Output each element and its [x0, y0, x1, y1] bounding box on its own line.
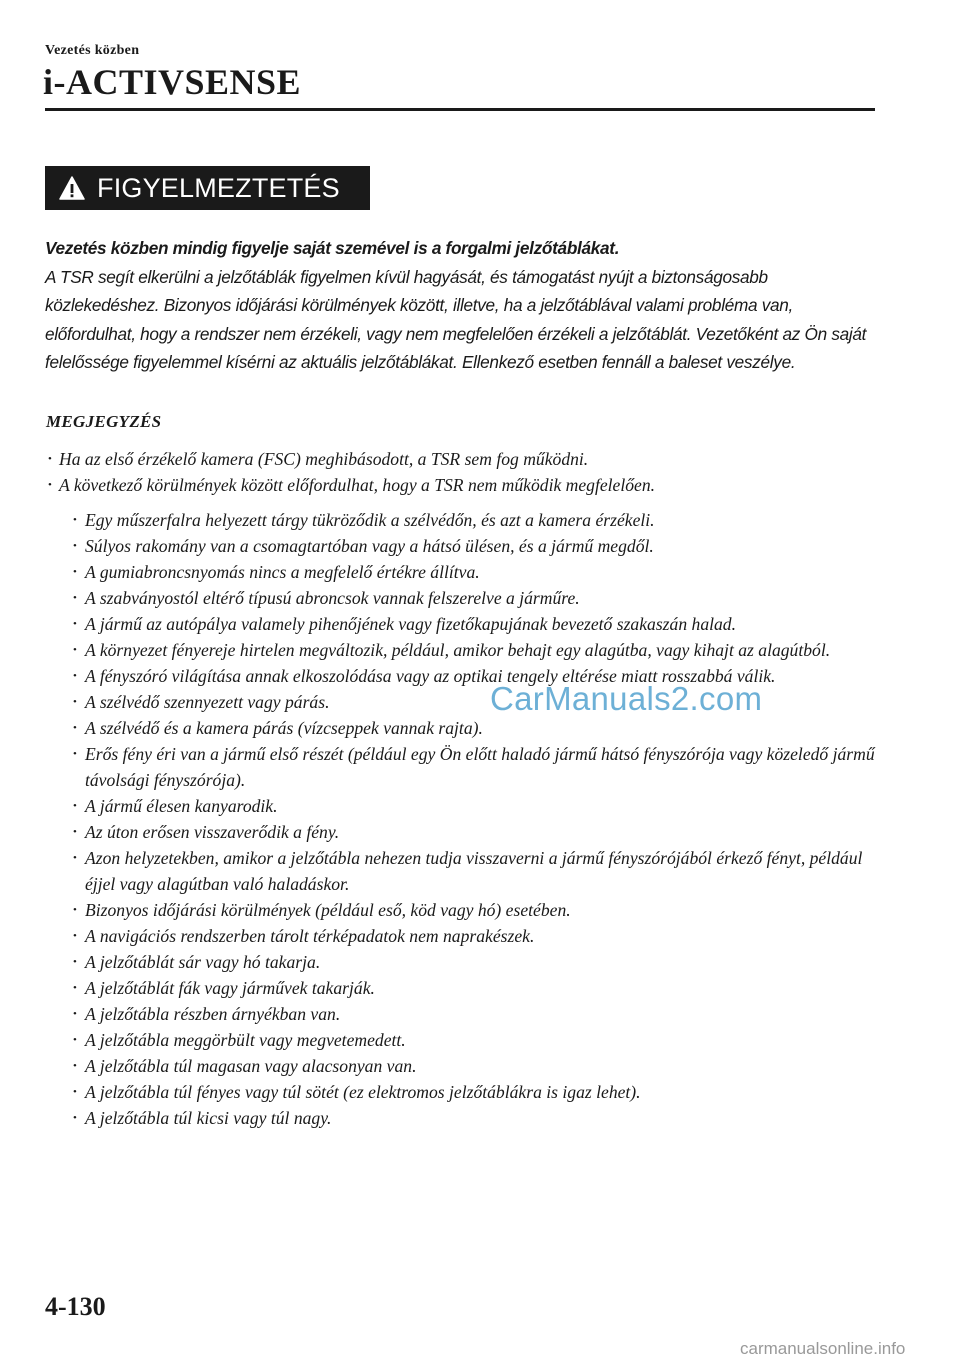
watermark: CarManuals2.com	[490, 680, 763, 717]
list-item: • A jelzőtábla túl magasan vagy alacsonyan van.	[45, 1053, 875, 1079]
list-item: • A fényszóró világítása annak elkoszolódása vagy az optikai tengely eltérése miatt rosszabbá válik.	[45, 663, 875, 689]
warning-triangle-icon	[59, 176, 85, 200]
header-divider	[45, 108, 875, 111]
page-number: 4-130	[45, 1292, 106, 1321]
list-item: • A szélvédő szennyezett vagy párás.	[45, 689, 875, 715]
list-item: • A jelzőtábla túl fényes vagy túl sötét (ez elektromos jelzőtáblákra is igaz lehet).	[45, 1079, 875, 1105]
list-item: • Erős fény éri van a jármű első részét (például egy Ön előtt haladó jármű hátsó fényszórója vagy közeledő jármű távolsági fényszórója).	[45, 741, 875, 793]
list-item: • A gumiabroncsnyomás nincs a megfelelő értékre állítva.	[45, 559, 875, 585]
warning-text	[45, 234, 875, 377]
list-item: • Súlyos rakomány van a csomagtartóban vagy a hátsó ülésen, és a jármű megdől.	[45, 533, 875, 559]
list-item: • A szélvédő és a kamera párás (vízcseppek vannak rajta).	[45, 715, 875, 741]
list-item: • A jármű élesen kanyarodik.	[45, 793, 875, 819]
list-item: • A jelzőtábla részben árnyékban van.	[45, 1001, 875, 1027]
footer-site-watermark: carmanualsonline.info	[740, 1339, 906, 1358]
list-item: • A navigációs rendszerben tárolt térképadatok nem naprakészek.	[45, 923, 875, 949]
note-list	[45, 446, 875, 1131]
chapter-title: i-ACTIVSENSE	[43, 62, 302, 102]
list-item: • A jelzőtáblát fák vagy járművek takarják.	[45, 975, 875, 1001]
list-item: • Azon helyzetekben, amikor a jelzőtábla nehezen tudja visszaverni a jármű fényszórójából érkező fényt, például éjjel vagy alagútban való haladáskor.	[45, 845, 875, 897]
list-item: • A szabványostól eltérő típusú abroncsok vannak felszerelve a járműre.	[45, 585, 875, 611]
warning-body: A TSR segít elkerülni a jelzőtáblák figyelmen kívül hagyását, és támogatást nyújt a biztonságosabb közlekedéshez. Bizonyos időjárási körülmények között, illetve, ha a jelzőtáblával valami probléma van, előfordulhat, hogy a rendszer nem érzékeli, vagy nem megfelelően érzékeli a jelzőtáblát. Vezetőként az Ön saját felelőssége figyelemmel kísérni az aktuális jelzőtáblákat. Ellenkező esetben fennáll a baleset veszélye.	[45, 266, 867, 372]
list-item: • A jármű az autópálya valamely pihenőjének vagy fizetőkapujának bevezető szakaszán halad.	[45, 611, 875, 637]
list-item: • Bizonyos időjárási körülmények (például eső, köd vagy hó) esetében.	[45, 897, 875, 923]
warning-title: FIGYELMEZTETÉS	[97, 172, 340, 203]
note-heading: MEGJEGYZÉS	[46, 412, 162, 431]
list-item: • A környezet fényereje hirtelen megváltozik, például, amikor behajt egy alagútba, vagy kihajt az alagútból.	[45, 637, 875, 663]
list-item: • Ha az első érzékelő kamera (FSC) meghibásodott, a TSR sem fog működni.	[45, 446, 875, 472]
warning-banner	[45, 166, 370, 210]
list-item: • A jelzőtábla meggörbült vagy megvetemedett.	[45, 1027, 875, 1053]
list-item: • A jelzőtáblát sár vagy hó takarja.	[45, 949, 875, 975]
section-label: Vezetés közben	[45, 43, 140, 58]
list-item: • A következő körülmények között előfordulhat, hogy a TSR nem működik megfelelően.	[45, 472, 875, 498]
list-item: • Az úton erősen visszaverődik a fény.	[45, 819, 875, 845]
list-item: • Egy műszerfalra helyezett tárgy tükröződik a szélvédőn, és azt a kamera érzékeli.	[45, 507, 875, 533]
warning-lead: Vezetés közben mindig figyelje saját szemével is a forgalmi jelzőtáblákat.	[45, 238, 620, 258]
list-item: • A jelzőtábla túl kicsi vagy túl nagy.	[45, 1105, 875, 1131]
